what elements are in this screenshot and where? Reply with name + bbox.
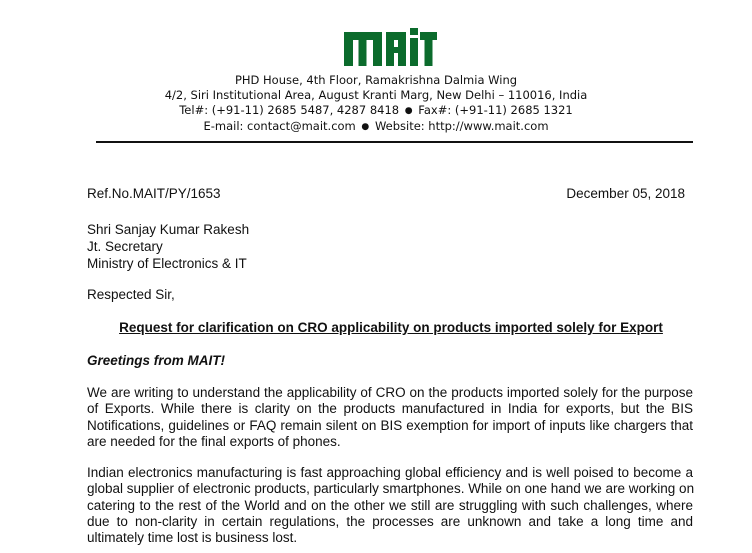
letterhead-divider — [96, 141, 693, 143]
paragraph-line: are needed for the final exports of phones. — [87, 433, 341, 449]
subject-line: Request for clarification on CRO applicability on products imported solely for Export — [119, 320, 663, 335]
salutation: Respected Sir, — [87, 287, 175, 302]
paragraph-2 — [87, 465, 693, 546]
recipient-designation: Jt. Secretary — [87, 239, 163, 254]
paragraph-1 — [87, 385, 693, 450]
recipient-organization: Ministry of Electronics & IT — [87, 256, 247, 271]
paragraph-line: We are writing to understand the applicability of CRO on the products imported solely for the purpose — [87, 385, 693, 400]
letter-date: December 05, 2018 — [566, 186, 685, 201]
paragraph-line: global supplier of electronic products, particularly smartphones. While on one hand we are working on — [87, 481, 695, 497]
bullet-icon: ● — [361, 122, 370, 132]
greeting: Greetings from MAIT! — [87, 353, 226, 368]
address-line-2: 4/2, Siri Institutional Area, August Kranti Marg, New Delhi – 110016, India — [164, 88, 588, 102]
paragraph-line: due to non-clarity in certain regulations, the processes are unknown and take a long time and — [87, 513, 693, 529]
email-web-line — [0, 119, 752, 133]
phone-fax-line — [0, 103, 752, 117]
mait-logo — [340, 26, 440, 70]
bullet-icon: ● — [404, 106, 413, 116]
paragraph-line: Indian electronics manufacturing is fast approaching global efficiency and is well poised to become a — [87, 465, 693, 480]
fax-number: Fax#: (+91-11) 2685 1321 — [418, 103, 573, 117]
reference-number: Ref.No.MAIT/PY/1653 — [87, 186, 221, 201]
email-address: E-mail: contact@mait.com — [203, 119, 356, 133]
recipient-name: Shri Sanjay Kumar Rakesh — [87, 222, 250, 237]
paragraph-line: ultimately time lost is business lost. — [87, 530, 298, 546]
address-line-1: PHD House, 4th Floor, Ramakrishna Dalmia Wing — [234, 73, 518, 87]
website-address: Website: http://www.mait.com — [374, 119, 549, 133]
paragraph-line: of Exports. While there is clarity on the products manufactured in India for exports, but the BIS — [87, 401, 693, 417]
mait-logo-graphic — [342, 26, 438, 70]
recipient-block — [87, 221, 249, 272]
paragraph-line: catering to the rest of the World and on the other we still are struggling with such challenges, where — [87, 497, 693, 513]
telephone-numbers: Tel#: (+91-11) 2685 5487, 4287 8418 — [179, 103, 400, 117]
paragraph-line: Notifications, guidelines or FAQ remain silent on BIS exemption for import of inputs like chargers that — [87, 417, 693, 433]
